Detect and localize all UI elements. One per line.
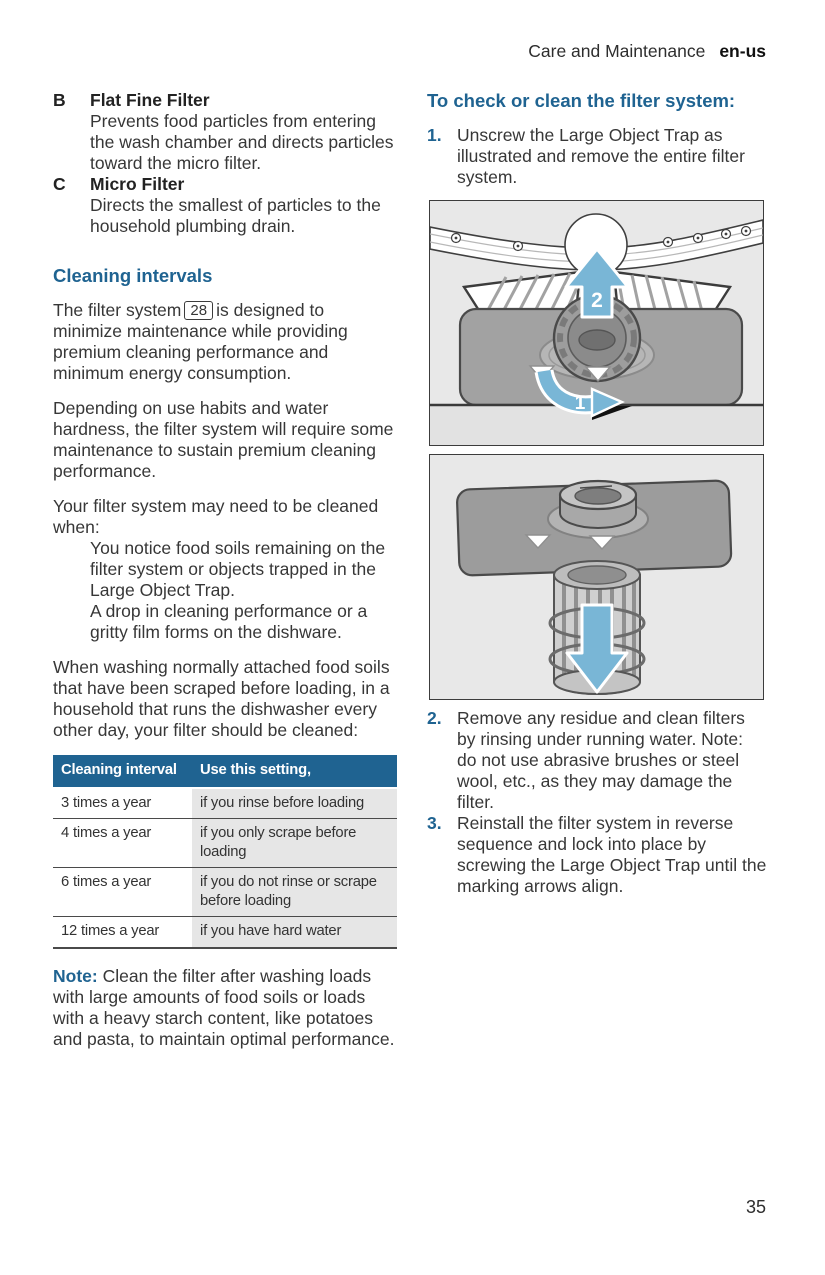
table-cell: if you only scrape before loading bbox=[192, 819, 397, 868]
table-cell: if you rinse before loading bbox=[192, 788, 397, 819]
table-cell: if you have hard water bbox=[192, 917, 397, 948]
locale-badge: en-us bbox=[719, 41, 766, 61]
step-text: Reinstall the filter system in reverse sequence and lock into place by screwing the Large Object Trap until the marking arrows align. bbox=[457, 813, 767, 896]
step-3 bbox=[427, 813, 767, 897]
paragraph bbox=[53, 300, 395, 384]
definition-key: C bbox=[53, 174, 66, 194]
paragraph: Depending on use habits and water hardness, the filter system will require some maintenance to sustain premium cleaning performance. bbox=[53, 398, 394, 481]
table-cell: 4 times a year bbox=[53, 819, 192, 868]
table-row bbox=[53, 788, 397, 819]
section-heading-cleaning-intervals: Cleaning intervals bbox=[53, 265, 213, 286]
cleaning-interval-table bbox=[53, 755, 397, 949]
right-column bbox=[427, 90, 767, 897]
bullet-item bbox=[53, 601, 395, 643]
rotate-arrow-label: 1 bbox=[574, 393, 586, 414]
table-cell: 3 times a year bbox=[61, 794, 152, 811]
page-reference-box: 28 bbox=[184, 301, 213, 320]
table-row bbox=[53, 868, 397, 917]
definition-description: Directs the smallest of particles to the household plumbing drain. bbox=[90, 195, 381, 236]
paragraph: Your filter system may need to be cleaned when: bbox=[53, 496, 379, 537]
figure-unscrew-trap bbox=[429, 200, 764, 446]
page-number: 35 bbox=[745, 1197, 766, 1217]
paragraph: When washing normally attached food soils that have been scraped before loading, in a household that runs the dishwasher every other day, your filter should be cleaned: bbox=[53, 657, 390, 740]
running-header-title: Care and Maintenance bbox=[528, 41, 706, 61]
table-cell: if you do not rinse or scrape before loading bbox=[192, 868, 397, 917]
step-number: 2. bbox=[427, 708, 442, 728]
definition-term: Micro Filter bbox=[90, 174, 185, 194]
bullet-list bbox=[53, 538, 395, 643]
table-header-use-this-setting: Use this setting, bbox=[192, 755, 397, 788]
step-number: 3. bbox=[427, 813, 442, 833]
definition-description: Prevents food particles from entering the wash chamber and directs particles toward the micro filter. bbox=[90, 111, 394, 173]
left-column bbox=[53, 90, 395, 1064]
definition-key: B bbox=[53, 90, 66, 110]
running-header bbox=[528, 41, 766, 62]
paragraph-text: The filter system bbox=[53, 300, 182, 320]
lift-arrow-label: 2 bbox=[591, 289, 603, 312]
large-object-trap bbox=[560, 481, 636, 528]
definition-term: Flat Fine Filter bbox=[90, 90, 210, 110]
figure-remove-filter-illustration bbox=[430, 455, 763, 699]
note-label: Note: bbox=[53, 965, 98, 986]
step-number: 1. bbox=[427, 125, 442, 145]
table-row bbox=[53, 917, 397, 948]
bullet-text: You notice food soils remaining on the filter system or objects trapped in the Large Object Trap. bbox=[90, 538, 386, 600]
bullet-item bbox=[53, 538, 395, 601]
table-row bbox=[53, 819, 397, 868]
table-cell: 6 times a year bbox=[53, 868, 192, 917]
section-heading-check-clean: To check or clean the filter system: bbox=[427, 90, 736, 111]
table-cell: 12 times a year bbox=[53, 917, 192, 948]
step-2 bbox=[427, 708, 767, 813]
step-1 bbox=[427, 125, 767, 188]
figure-remove-filter bbox=[429, 454, 764, 700]
figure-unscrew-trap-illustration bbox=[430, 201, 763, 445]
paragraph-text: is designed to minimize maintenance while providing premium cleaning performance and minimum energy consumption. bbox=[53, 300, 348, 383]
step-text: Remove any residue and clean filters by rinsing under running water. Note: do not use abrasive brushes or steel wool, etc., as they may damage the filter. bbox=[457, 708, 745, 812]
definition-flat-fine-filter bbox=[53, 90, 395, 174]
table-header-cleaning-interval: Cleaning interval bbox=[53, 755, 192, 788]
definition-micro-filter bbox=[53, 174, 395, 237]
note bbox=[53, 966, 395, 1050]
note-text: Clean the filter after washing loads with large amounts of food soils or loads with a heavy starch content, like potatoes and pasta, to maintain optimal performance. bbox=[53, 965, 395, 1049]
bullet-text: A drop in cleaning performance or a gritty film forms on the dishware. bbox=[90, 601, 368, 642]
step-text: Unscrew the Large Object Trap as illustrated and remove the entire filter system. bbox=[457, 125, 745, 187]
